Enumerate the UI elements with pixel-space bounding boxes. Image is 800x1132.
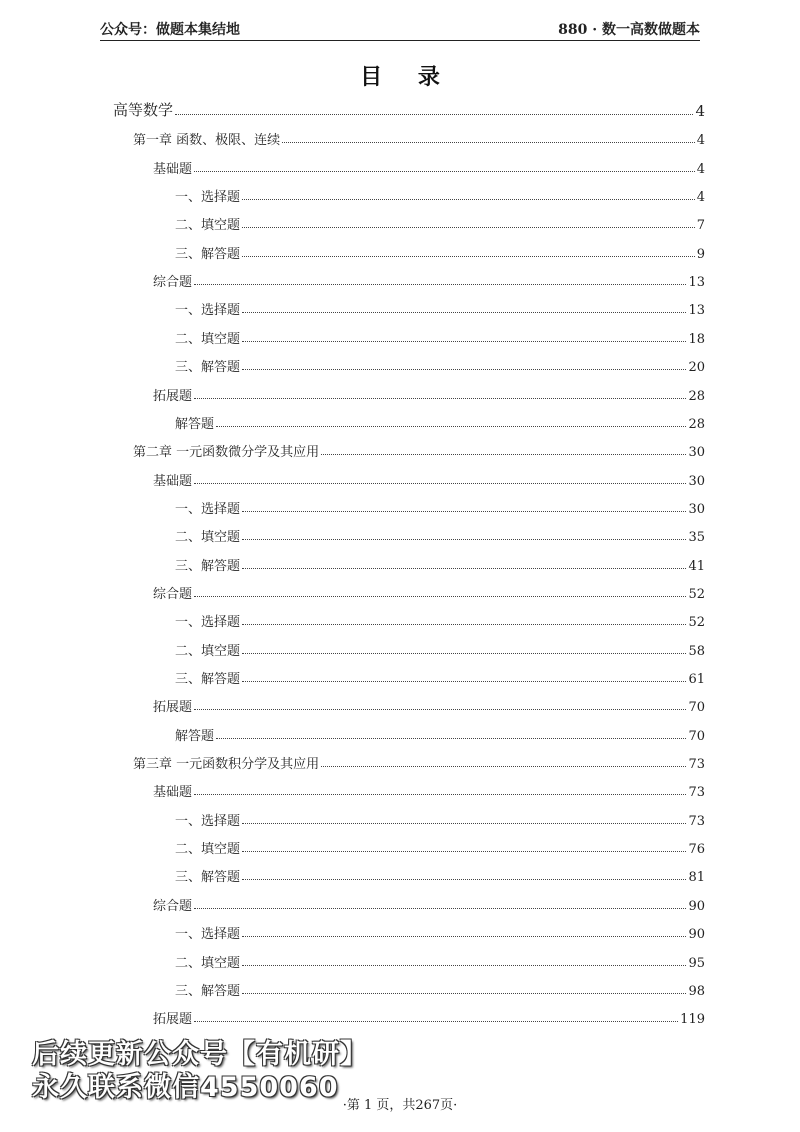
toc-entry-label: 拓展题	[153, 1012, 193, 1028]
toc-entry-label: 第一章 函数、极限、连续	[133, 133, 281, 149]
toc-leader-dots	[242, 198, 695, 200]
toc-entry[interactable]	[175, 947, 705, 971]
toc-entry[interactable]	[113, 96, 705, 120]
toc-entry-page: 52	[688, 615, 705, 631]
toc-entry-page: 73	[688, 785, 705, 801]
toc-leader-dots	[282, 141, 695, 143]
toc-leader-dots	[194, 595, 686, 597]
toc-entry-label: 一、选择题	[175, 813, 241, 829]
toc-entry-page: 90	[688, 898, 705, 914]
toc-entry[interactable]	[153, 1003, 705, 1027]
toc-entry-page: 35	[688, 530, 705, 546]
toc-entry-label: 基础题	[153, 161, 193, 177]
toc-entry-label: 三、解答题	[175, 558, 241, 574]
toc-entry[interactable]	[175, 181, 705, 205]
toc-entry-label: 综合题	[153, 586, 193, 602]
toc-entry-page: 30	[688, 473, 705, 489]
toc-entry[interactable]	[175, 408, 705, 432]
toc-entry-page: 28	[688, 416, 705, 432]
toc-entry-label: 第三章 一元函数积分学及其应用	[133, 757, 320, 773]
toc-entry-label: 二、填空题	[175, 643, 241, 659]
toc-entry[interactable]	[153, 153, 705, 177]
toc-entry[interactable]	[175, 550, 705, 574]
toc-entry-label: 基础题	[153, 473, 193, 489]
toc-entry-page: 30	[688, 445, 705, 461]
toc-entry-label: 二、填空题	[175, 218, 241, 234]
toc-leader-dots	[242, 226, 695, 228]
toc-entry-page: 7	[696, 218, 705, 234]
toc-entry-page: 76	[688, 842, 705, 858]
toc-entry[interactable]	[175, 975, 705, 999]
toc-leader-dots	[242, 878, 686, 880]
toc-entry-page: 70	[688, 728, 705, 744]
toc-leader-dots	[216, 425, 686, 427]
watermark-line-2: 永久联系微信4550060	[32, 1072, 339, 1103]
toc-leader-dots	[216, 737, 686, 739]
toc-entry[interactable]	[153, 776, 705, 800]
toc-entry[interactable]	[175, 861, 705, 885]
toc-entry-page: 98	[688, 983, 705, 999]
toc-leader-dots	[242, 311, 686, 313]
toc-leader-dots	[242, 567, 686, 569]
toc-entry-page: 73	[688, 813, 705, 829]
toc-entry-label: 二、填空题	[175, 530, 241, 546]
watermark-line-1: 后续更新公众号【有机研】	[32, 1039, 368, 1070]
toc-entry-page: 61	[688, 672, 705, 687]
toc-entry[interactable]	[175, 294, 705, 318]
toc-entry-page: 4	[695, 102, 705, 120]
toc-entry-label: 解答题	[175, 728, 215, 744]
toc-leader-dots	[194, 708, 686, 710]
toc-leader-dots	[242, 255, 695, 257]
toc-entry[interactable]	[153, 890, 705, 914]
header-right-text: 880 · 数一高数做题本	[558, 22, 700, 38]
toc-entry[interactable]	[153, 380, 705, 404]
toc-entry[interactable]	[175, 606, 705, 630]
toc-entry-label: 三、解答题	[175, 983, 241, 999]
toc-entry-label: 三、解答题	[175, 246, 241, 262]
toc-entry[interactable]	[175, 351, 705, 375]
toc-entry-label: 二、填空题	[175, 842, 241, 858]
toc-entry[interactable]	[153, 691, 705, 715]
toc-entry-page: 4	[696, 190, 705, 206]
toc-entry-page: 81	[688, 870, 705, 886]
toc-entry-label: 一、选择题	[175, 303, 241, 319]
toc-entry[interactable]	[153, 465, 705, 489]
toc-entry-label: 一、选择题	[175, 927, 241, 943]
toc-entry[interactable]	[175, 323, 705, 347]
toc-entry-label: 拓展题	[153, 388, 193, 404]
header-left-text: 公众号：做题本集结地	[100, 22, 240, 38]
toc-entry-page: 13	[688, 303, 705, 319]
toc-entry[interactable]	[175, 493, 705, 517]
toc-leader-dots	[242, 538, 686, 540]
toc-entry-label: 基础题	[153, 785, 193, 801]
toc-entry-label: 三、解答题	[175, 672, 241, 687]
toc-entry-page: 119	[680, 1012, 705, 1028]
toc-entry-page: 41	[688, 558, 705, 574]
toc-leader-dots	[194, 907, 686, 909]
toc-entry-page: 4	[696, 161, 705, 177]
toc-entry-label: 综合题	[153, 275, 193, 291]
toc-entry-page: 20	[688, 360, 705, 376]
toc-entry-label: 三、解答题	[175, 870, 241, 886]
toc-leader-dots	[242, 340, 686, 342]
toc-entry[interactable]	[175, 521, 705, 545]
toc-entry[interactable]	[153, 266, 705, 290]
toc-entry[interactable]	[175, 805, 705, 829]
toc-entry[interactable]	[175, 918, 705, 942]
toc-entry-label: 三、解答题	[175, 360, 241, 376]
toc-leader-dots	[242, 964, 686, 966]
toc-leader-dots	[242, 850, 686, 852]
toc-entry[interactable]	[175, 209, 705, 233]
toc-entry-label: 二、填空题	[175, 331, 241, 347]
toc-leader-dots	[242, 822, 686, 824]
toc-leader-dots	[242, 623, 686, 625]
toc-entry[interactable]	[175, 663, 705, 687]
toc-leader-dots	[194, 482, 686, 484]
toc-leader-dots	[321, 765, 686, 767]
toc-entry[interactable]	[133, 124, 705, 148]
toc-leader-dots	[242, 652, 686, 654]
toc-entry-page: 13	[688, 275, 705, 291]
toc-leader-dots	[194, 1020, 678, 1022]
toc-entry-label: 第二章 一元函数微分学及其应用	[133, 445, 320, 461]
toc-entry-label: 高等数学	[113, 101, 174, 119]
toc-entry-page: 9	[696, 246, 705, 262]
toc-leader-dots	[242, 680, 686, 682]
toc-leader-dots	[242, 510, 686, 512]
toc-leader-dots	[242, 992, 686, 994]
toc-entry-page: 30	[688, 501, 705, 517]
toc-entry[interactable]	[175, 635, 705, 659]
toc-entry-page: 73	[688, 757, 705, 773]
toc-entry-page: 70	[688, 700, 705, 716]
toc-leader-dots	[321, 453, 686, 455]
toc-leader-dots	[194, 283, 686, 285]
toc-leader-dots	[194, 397, 686, 399]
toc-entry[interactable]	[133, 436, 705, 460]
toc-entry-label: 解答题	[175, 416, 215, 432]
page-title: 目 录	[360, 64, 454, 90]
toc-entry-label: 一、选择题	[175, 501, 241, 517]
toc-entry-page: 18	[688, 331, 705, 347]
toc-entry-page: 28	[688, 388, 705, 404]
toc-leader-dots	[194, 170, 695, 172]
toc-entry-label: 一、选择题	[175, 190, 241, 206]
toc-entry-label: 拓展题	[153, 700, 193, 716]
toc-leader-dots	[242, 368, 686, 370]
toc-entry[interactable]	[153, 578, 705, 602]
toc-entry[interactable]	[175, 238, 705, 262]
toc-entry-label: 一、选择题	[175, 615, 241, 631]
page-header	[100, 18, 700, 41]
toc-entry[interactable]	[133, 748, 705, 772]
page-footer: ·第 1 页，共267页·	[342, 1098, 458, 1113]
toc-entry-page: 58	[688, 643, 705, 659]
toc-entry-label: 综合题	[153, 898, 193, 914]
toc-entry-page: 95	[688, 955, 705, 971]
toc-entry[interactable]	[175, 720, 705, 744]
toc-entry-page: 52	[688, 586, 705, 602]
toc-leader-dots	[242, 935, 686, 937]
toc-entry-page: 90	[688, 927, 705, 943]
toc-entry-page: 4	[696, 133, 705, 149]
toc-leader-dots	[194, 793, 686, 795]
toc-entry[interactable]	[175, 833, 705, 857]
toc-entry-label: 二、填空题	[175, 955, 241, 971]
toc-leader-dots	[175, 113, 693, 115]
